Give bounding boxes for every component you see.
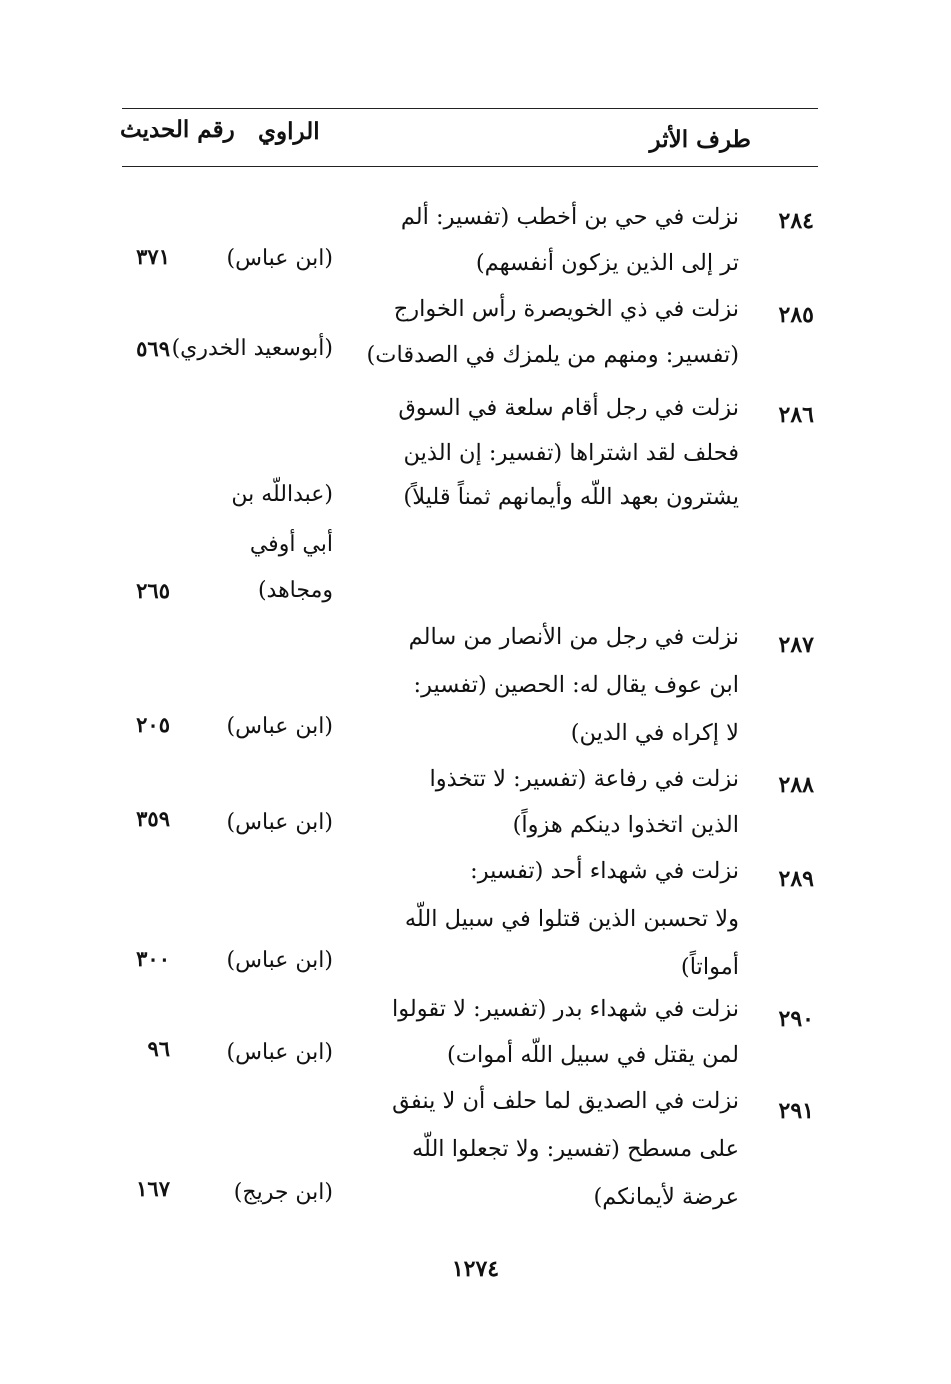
header-col-atar: طرف الأثر <box>649 126 751 153</box>
atar-line: نزلت في شهداء بدر (تفسير: لا تقولوا <box>392 996 739 1022</box>
hadith-ref: ٢٦٥ <box>136 578 170 603</box>
atar-line: ولا تحسبن الذين قتلوا في سبيل اللّه <box>404 906 739 932</box>
narrator: (ابن جريج) <box>233 1180 333 1205</box>
header-rule <box>122 166 818 167</box>
atar-line: الذين اتخذوا دينكم هزواً) <box>512 812 739 838</box>
top-rule <box>122 108 818 109</box>
narrator: ومجاهد) <box>257 578 333 603</box>
narrator: (ابن عباس) <box>226 246 333 271</box>
narrator: (ابن عباس) <box>226 948 333 973</box>
narrator: (ابن عباس) <box>226 810 333 835</box>
atar-line: على مسطح (تفسير: ولا تجعلوا اللّه <box>411 1136 739 1162</box>
narrator: (ابن عباس) <box>226 714 333 739</box>
atar-line: نزلت في حي بن أخطب (تفسير: ألم <box>400 204 739 230</box>
entry-number: ٢٩٠ <box>778 1006 814 1032</box>
entry-number: ٢٨٩ <box>778 866 814 892</box>
header-col-ref: رقم الحديث <box>120 116 235 143</box>
hadith-ref: ٩٦ <box>147 1036 170 1061</box>
hadith-ref: ٣٥٩ <box>136 806 170 831</box>
entry-number: ٢٨٨ <box>778 772 814 798</box>
atar-line: نزلت في ذي الخويصرة رأس الخوارج <box>393 296 739 322</box>
hadith-ref: ٣٧١ <box>136 244 170 269</box>
page-number: ١٢٧٤ <box>451 1256 500 1282</box>
atar-line: نزلت في رجل أقام سلعة في السوق <box>398 395 739 421</box>
atar-line: فحلف لقد اشتراها (تفسير: إن الذين <box>403 440 739 466</box>
hadith-ref: ١٦٧ <box>136 1176 170 1201</box>
entry-number: ٢٨٦ <box>778 402 814 428</box>
narrator: أبي أوفي <box>249 532 333 557</box>
atar-line: لا إكراه في الدين) <box>570 720 739 746</box>
atar-line: عرضة لأيمانكم) <box>593 1184 739 1210</box>
narrator: (أبوسعيد الخدري) <box>171 336 333 361</box>
atar-line: نزلت في شهداء أحد (تفسير: <box>470 858 739 884</box>
atar-line: نزلت في الصديق لما حلف أن لا ينفق <box>392 1088 739 1114</box>
entry-number: ٢٨٤ <box>778 208 814 234</box>
atar-line: (تفسير: ومنهم من يلمزك في الصدقات) <box>366 342 739 368</box>
atar-line: نزلت في رفاعة (تفسير: لا تتخذوا <box>429 766 739 792</box>
atar-line: أمواتاً) <box>680 954 739 980</box>
header-col-rawi: الراوي <box>258 118 320 145</box>
atar-line: يشترون بعهد اللّه وأيمانهم ثمناً قليلاً) <box>403 484 739 510</box>
hadith-ref: ٥٦٩ <box>136 336 170 361</box>
narrator: (عبداللّه بن <box>231 482 333 507</box>
atar-line: ابن عوف يقال له: الحصين (تفسير: <box>413 672 739 698</box>
hadith-ref: ٣٠٠ <box>136 946 170 971</box>
entry-number: ٢٨٥ <box>778 302 814 328</box>
entry-number: ٢٨٧ <box>778 632 814 658</box>
entry-number: ٢٩١ <box>778 1098 814 1124</box>
atar-line: لمن يقتل في سبيل اللّه أموات) <box>447 1042 739 1068</box>
narrator: (ابن عباس) <box>226 1040 333 1065</box>
hadith-ref: ٢٠٥ <box>136 712 170 737</box>
atar-line: تر إلى الذين يزكون أنفسهم) <box>475 250 739 276</box>
atar-line: نزلت في رجل من الأنصار من سالم <box>408 624 739 650</box>
